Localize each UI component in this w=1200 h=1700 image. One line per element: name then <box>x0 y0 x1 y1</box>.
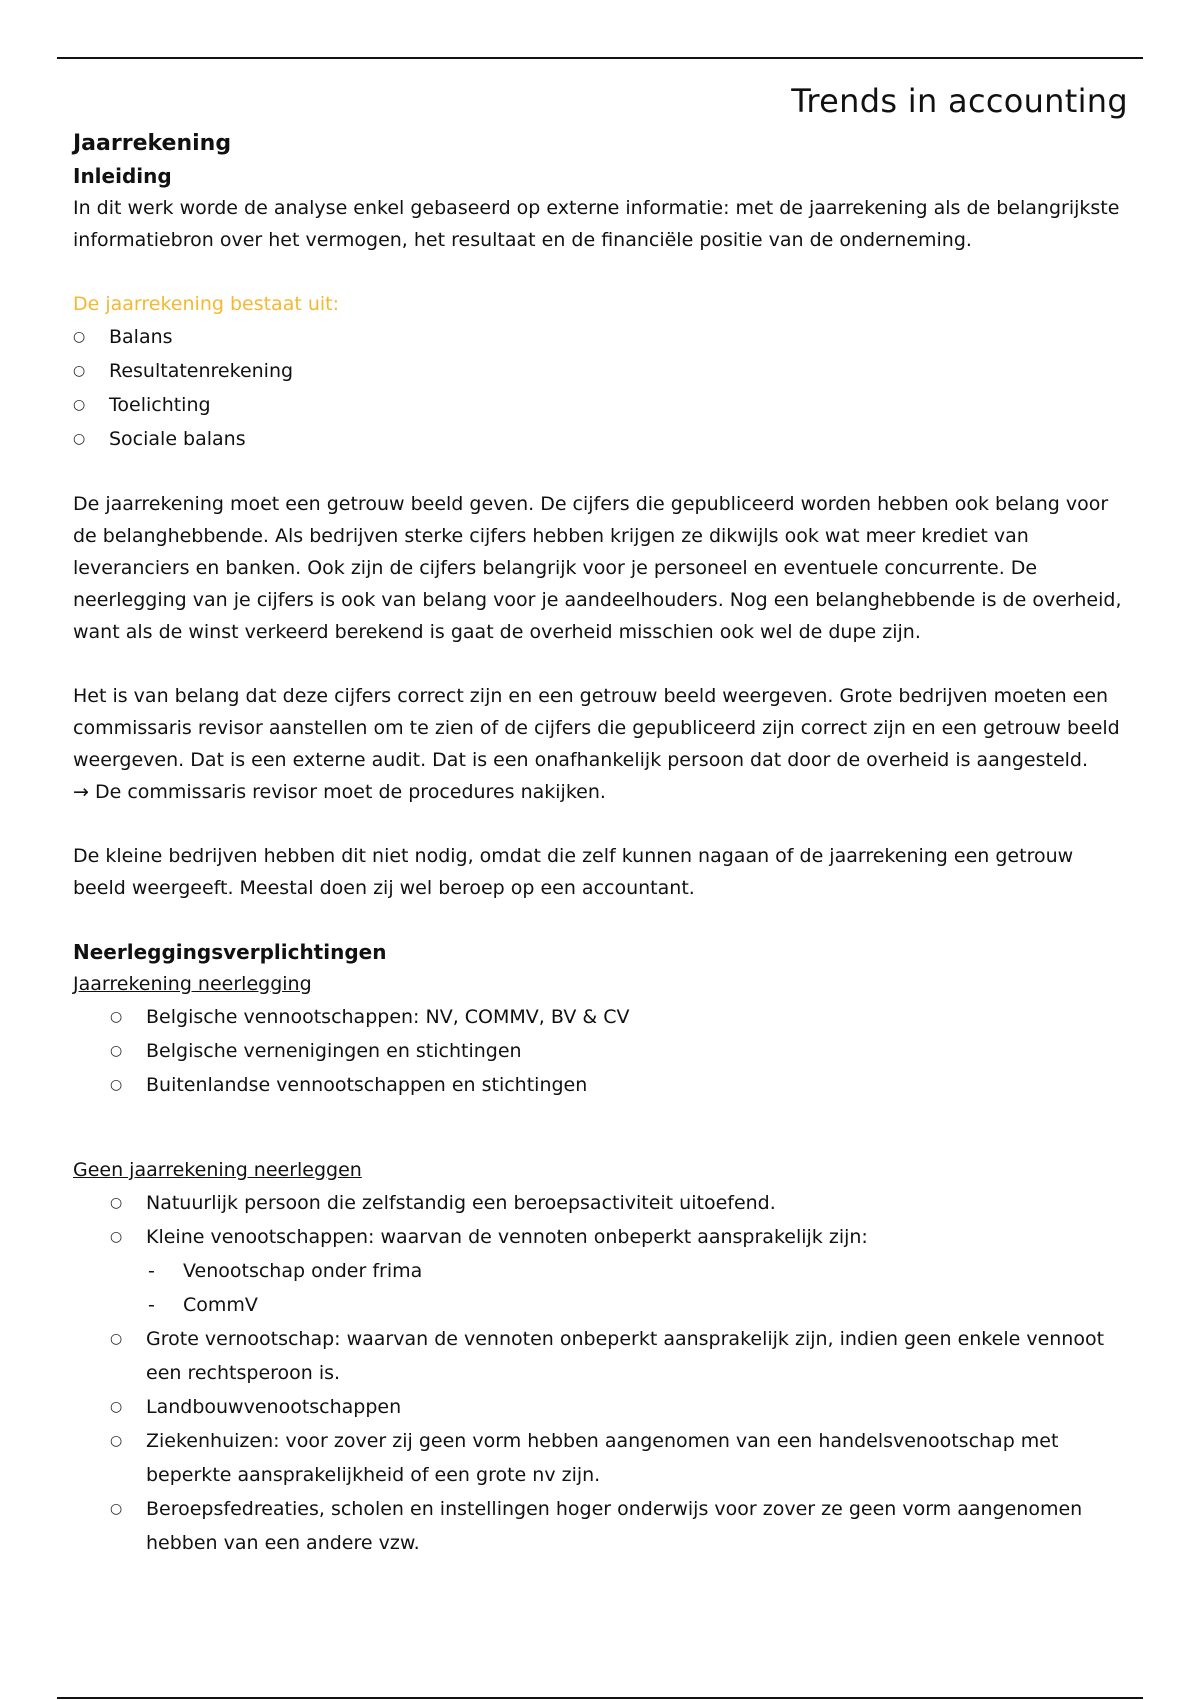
circle-bullet-icon: ○ <box>110 1077 123 1093</box>
circle-bullet-icon: ○ <box>110 1331 123 1347</box>
list-item: ○ Toelichting <box>73 388 1123 422</box>
list-heading-bestaat-uit: De jaarrekening bestaat uit: <box>73 293 340 315</box>
list-item: ○ Landbouwvenootschappen <box>73 1390 1123 1424</box>
subheading-geen-jaarrekening: Geen jaarrekening neerleggen <box>73 1159 362 1181</box>
circle-bullet-icon: ○ <box>73 329 86 345</box>
intro-paragraph: In dit werk worde de analyse enkel gebaseerd op externe informatie: met de jaarrekening als de belangrijkste informatiebron over het vermogen, het resultaat en de financiële positie van de onderneming. <box>73 197 1120 251</box>
list-item: ○ Ziekenhuizen: voor zover zij geen vorm hebben aangenomen van een handelsvenootschap met beperkte aansprakelijkheid of een grote nv zijn. <box>73 1424 1123 1492</box>
list-item: ○ Belgische vennootschappen: NV, COMMV, BV & CV <box>73 1000 1123 1034</box>
subheading-inleiding: Inleiding <box>73 164 172 188</box>
section-heading-neerleggingsverplichtingen: Neerleggingsverplichtingen <box>73 940 387 964</box>
kleine-venootschappen-sublist <box>146 1254 1123 1322</box>
jaarrekening-components-list <box>73 320 1123 456</box>
list-item: ○ Sociale balans <box>73 422 1123 456</box>
paragraph-getrouw-beeld: De jaarrekening moet een getrouw beeld geven. De cijfers die gepubliceerd worden hebben ook belang voor de belanghebbende. Als bedrijven sterke cijfers hebben krijgen ze dikwijls ook wat meer krediet van leveranciers en banken. Ook zijn de cijfers belangrijk voor je personeel en eventuele concurrente. De neerlegging van je cijfers is ook van belang voor je aandeelhouders. Nog een belanghebbende is de overheid, want als de winst verkeerd berekend is gaat de overheid misschien ook wel de dupe zijn. <box>73 493 1122 643</box>
list-item: ○ Natuurlijk persoon die zelfstandig een beroepsactiviteit uitoefend. <box>73 1186 1123 1220</box>
document-body <box>73 128 1123 1560</box>
list-item: ○ Kleine venootschappen: waarvan de vennoten onbeperkt aansprakelijk zijn: - Venootschap onder frima - CommV <box>73 1220 1123 1322</box>
circle-bullet-icon: ○ <box>110 1229 123 1245</box>
sublist-item: - Venootschap onder frima <box>146 1254 1123 1288</box>
list-item: ○ Belgische vernenigingen en stichtingen <box>73 1034 1123 1068</box>
geen-neerlegging-list <box>73 1186 1123 1560</box>
arrow-note: → De commissaris revisor moet de procedures nakijken. <box>73 781 606 803</box>
list-item: ○ Buitenlandse vennootschappen en stichtingen <box>73 1068 1123 1102</box>
sublist-item: - CommV <box>146 1288 1123 1322</box>
paragraph-commissaris-revisor: Het is van belang dat deze cijfers correct zijn en een getrouw beeld weergeven. Grote bedrijven moeten een commissaris revisor aanstellen om te zien of de cijfers die gepubliceerd zijn correct zijn en een getrouw beeld weergeven. Dat is een externe audit. Dat is een onafhankelijk persoon dat door de overheid is aangesteld. <box>73 685 1120 771</box>
circle-bullet-icon: ○ <box>110 1433 123 1449</box>
bottom-rule <box>57 1697 1143 1699</box>
circle-bullet-icon: ○ <box>110 1501 123 1517</box>
circle-bullet-icon: ○ <box>73 363 86 379</box>
paragraph-kleine-bedrijven: De kleine bedrijven hebben dit niet nodig, omdat die zelf kunnen nagaan of de jaarrekening een getrouw beeld weergeeft. Meestal doen zij wel beroep op een accountant. <box>73 845 1074 899</box>
neerlegging-list <box>73 1000 1123 1102</box>
circle-bullet-icon: ○ <box>110 1043 123 1059</box>
document-title: Trends in accounting <box>791 82 1128 120</box>
dash-bullet-icon: - <box>148 1260 155 1282</box>
list-item: ○ Resultatenrekening <box>73 354 1123 388</box>
section-heading-jaarrekening: Jaarrekening <box>73 131 232 156</box>
list-item: ○ Beroepsfedreaties, scholen en instellingen hoger onderwijs voor zover ze geen vorm aangenomen hebben van een andere vzw. <box>73 1492 1123 1560</box>
circle-bullet-icon: ○ <box>73 431 86 447</box>
circle-bullet-icon: ○ <box>73 397 86 413</box>
top-rule <box>57 57 1143 59</box>
list-item: ○ Balans <box>73 320 1123 354</box>
subheading-jaarrekening-neerlegging: Jaarrekening neerlegging <box>73 973 312 995</box>
dash-bullet-icon: - <box>148 1294 155 1316</box>
circle-bullet-icon: ○ <box>110 1399 123 1415</box>
list-item: ○ Grote vernootschap: waarvan de vennoten onbeperkt aansprakelijk zijn, indien geen enkele vennoot een rechtsperoon is. <box>73 1322 1123 1390</box>
circle-bullet-icon: ○ <box>110 1009 123 1025</box>
circle-bullet-icon: ○ <box>110 1195 123 1211</box>
